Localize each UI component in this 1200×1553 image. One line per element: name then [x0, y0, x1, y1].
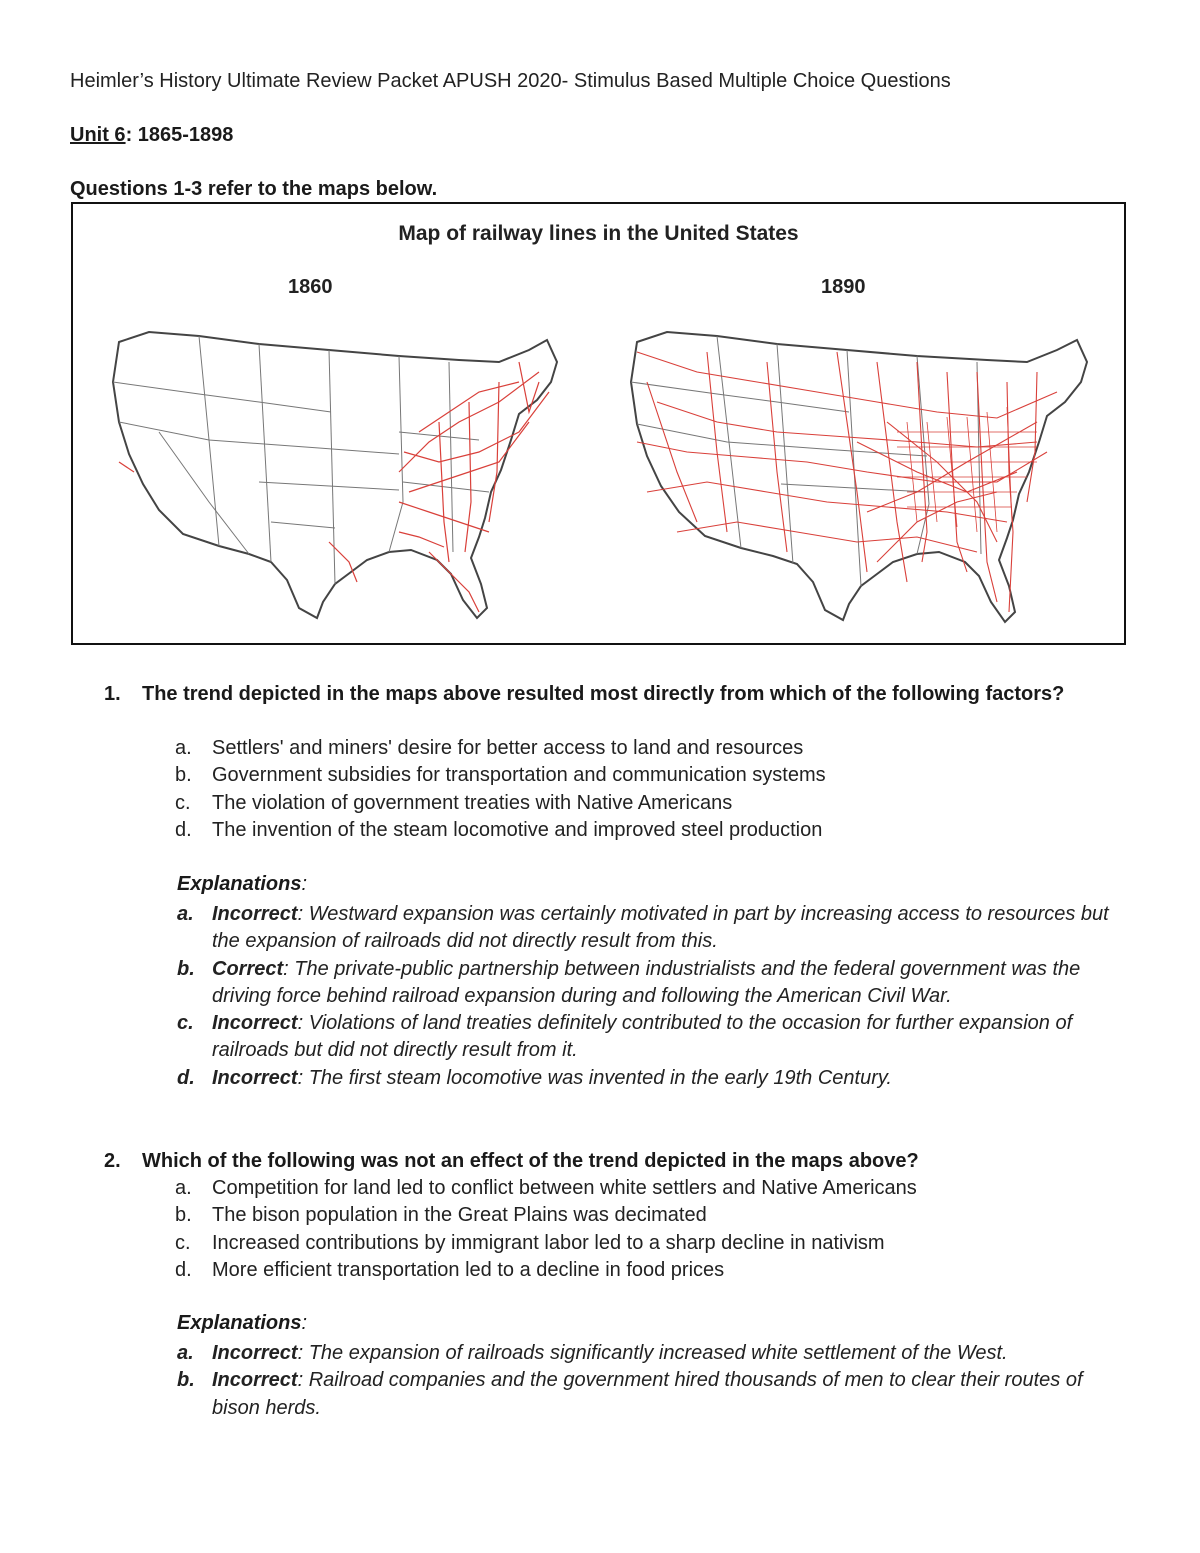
explanation-2a: a. Incorrect: The expansion of railroads significantly increased white settlement of the West.	[177, 1342, 1008, 1364]
year-label-1890: 1890	[821, 276, 866, 298]
figure-title: Map of railway lines in the United States	[398, 222, 799, 245]
question-1-text: The trend depicted in the maps above resulted most directly from which of the following factors?	[142, 683, 1065, 705]
option-1d: d. The invention of the steam locomotive and improved steel production	[175, 818, 823, 841]
question-2	[104, 1148, 1132, 1175]
question-1	[104, 681, 1132, 708]
unit-years: : 1865-1898	[125, 124, 234, 146]
year-label-1860: 1860	[288, 276, 333, 298]
option-1c: c. The violation of government treaties with Native Americans	[175, 791, 733, 814]
explanation-1a: a. Incorrect: Westward expansion was certainly motivated in part by increasing access to resources but the expansion of railroads did not directly result from this.	[177, 903, 1109, 953]
packet-header: Heimler’s History Ultimate Review Packet APUSH 2020- Stimulus Based Multiple Choice Questions	[70, 70, 951, 92]
question-2-explanations	[177, 1340, 1127, 1422]
explanation-1b: b. Correct: The private-public partnership between industrialists and the federal government was the driving force behind railroad expansion during and following the American Civil War.	[177, 957, 1081, 1007]
unit-label: Unit 6	[70, 124, 126, 146]
explanation-1d: d. Incorrect: The first steam locomotive was invented in the early 19th Century.	[177, 1066, 892, 1089]
map-1860	[99, 322, 569, 632]
questions-intro: Questions 1-3 refer to the maps below.	[70, 178, 438, 200]
question-2-text: Which of the following was not an effect of the trend depicted in the maps above?	[142, 1150, 919, 1172]
question-2-explanations-heading: Explanations:	[177, 1312, 308, 1334]
railway-maps-figure	[71, 202, 1126, 645]
option-2a: a. Competition for land led to conflict between white settlers and Native Americans	[175, 1177, 917, 1199]
question-1-number: 1.	[104, 683, 121, 705]
option-1a: a. Settlers' and miners' desire for better access to land and resources	[175, 737, 804, 759]
option-2c: c. Increased contributions by immigrant labor led to a sharp decline in nativism	[175, 1231, 885, 1254]
explanation-2b: b. Incorrect: Railroad companies and the government hired thousands of men to clear their routes of bison herds.	[177, 1369, 1083, 1419]
question-2-options	[175, 1175, 917, 1284]
option-1b: b. Government subsidies for transportation and communication systems	[175, 764, 826, 787]
option-2d: d. More efficient transportation led to a decline in food prices	[175, 1258, 725, 1281]
question-2-number: 2.	[104, 1150, 121, 1172]
unit-heading	[70, 124, 233, 147]
explanation-1c: c. Incorrect: Violations of land treaties definitely contributed to the occasion for further expansion of railroads but did not directly result from it.	[177, 1012, 1073, 1062]
option-2b: b. The bison population in the Great Plains was decimated	[175, 1204, 707, 1227]
question-1-options	[175, 735, 826, 844]
question-1-explanations	[177, 901, 1127, 1092]
map-1890	[617, 322, 1107, 634]
question-1-explanations-heading: Explanations:	[177, 873, 308, 895]
